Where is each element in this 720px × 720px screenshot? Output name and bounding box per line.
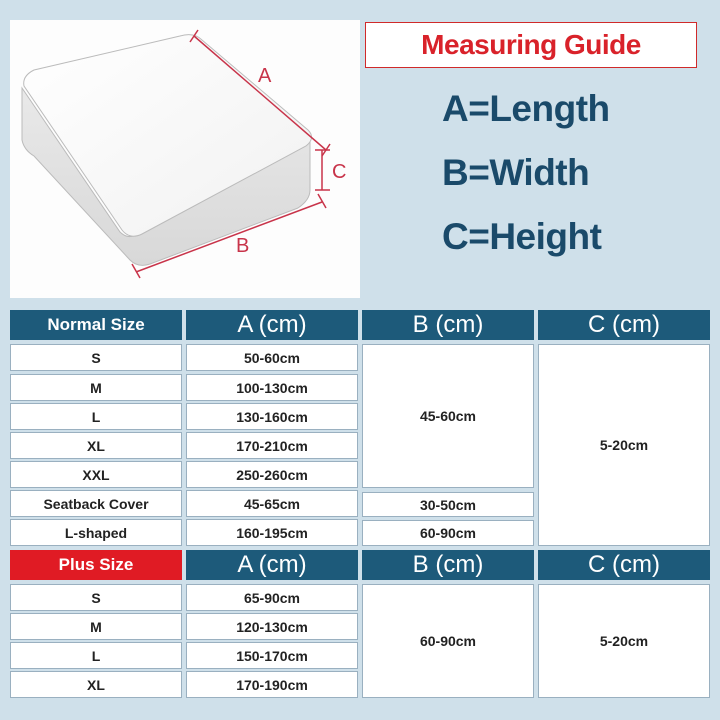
normal-row-a: 100-130cm	[186, 374, 358, 401]
normal-row-a: 170-210cm	[186, 432, 358, 459]
plus-row-a: 120-130cm	[186, 613, 358, 640]
label-a: A	[258, 65, 272, 87]
legend-width: B=Width	[442, 152, 590, 193]
guide-title-box	[365, 22, 697, 68]
plus-row-a: 170-190cm	[186, 671, 358, 698]
plus-c-header: C (cm)	[538, 550, 710, 580]
plus-b-header: B (cm)	[362, 550, 534, 580]
dimension-c-arrow	[315, 150, 330, 190]
normal-row-size: L	[10, 403, 182, 430]
normal-row-size: XL	[10, 432, 182, 459]
normal-a-header: A (cm)	[186, 310, 358, 340]
plus-c-merged: 5-20cm	[538, 584, 710, 698]
normal-b-header: B (cm)	[362, 310, 534, 340]
legend-height: C=Height	[442, 216, 602, 257]
guide-title: Measuring Guide	[421, 29, 641, 60]
normal-row-a: 250-260cm	[186, 461, 358, 488]
normal-c-merged: 5-20cm	[538, 344, 710, 546]
plus-b-merged: 60-90cm	[362, 584, 534, 698]
normal-b-lshaped: 60-90cm	[362, 520, 534, 546]
normal-b-seatback: 30-50cm	[362, 492, 534, 517]
normal-b-merged: 45-60cm	[362, 344, 534, 488]
normal-row-size: L-shaped	[10, 519, 182, 546]
label-c: C	[332, 161, 347, 183]
plus-row-size: S	[10, 584, 182, 611]
plus-a-header: A (cm)	[186, 550, 358, 580]
legend-length: A=Length	[442, 88, 610, 129]
normal-row-size: XXL	[10, 461, 182, 488]
label-b: B	[236, 235, 250, 257]
normal-row-size: S	[10, 344, 182, 371]
normal-row-size: M	[10, 374, 182, 401]
plus-row-a: 150-170cm	[186, 642, 358, 669]
cushion-diagram	[10, 20, 360, 298]
normal-size-header: Normal Size	[10, 310, 182, 340]
plus-row-a: 65-90cm	[186, 584, 358, 611]
cushion-illustration	[10, 20, 360, 298]
normal-c-header: C (cm)	[538, 310, 710, 340]
normal-row-a: 130-160cm	[186, 403, 358, 430]
normal-row-size: Seatback Cover	[10, 490, 182, 517]
normal-row-a: 50-60cm	[186, 344, 358, 371]
normal-row-a: 160-195cm	[186, 519, 358, 546]
plus-size-header: Plus Size	[10, 550, 182, 580]
plus-row-size: L	[10, 642, 182, 669]
normal-row-a: 45-65cm	[186, 490, 358, 517]
plus-row-size: XL	[10, 671, 182, 698]
plus-row-size: M	[10, 613, 182, 640]
